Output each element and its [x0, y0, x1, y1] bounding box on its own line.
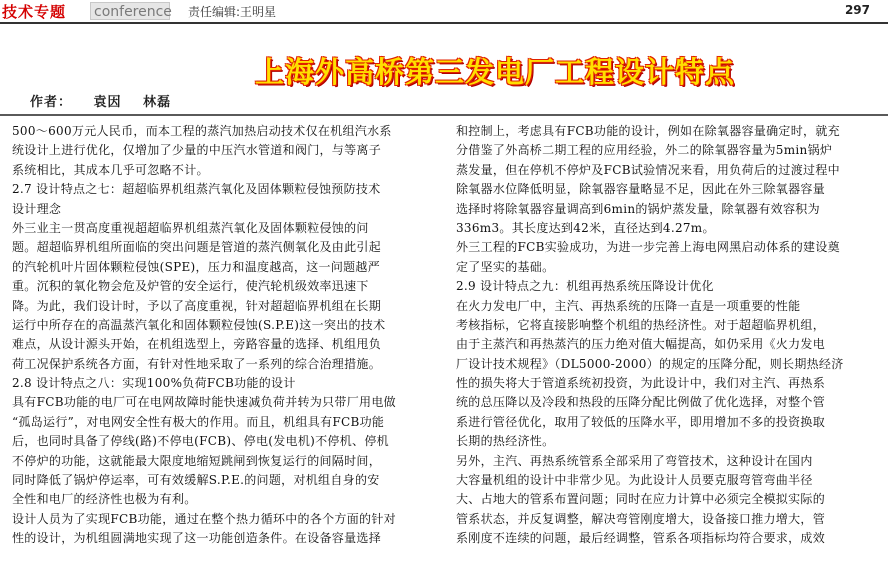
header-rule: [0, 22, 888, 24]
text-line: 设计理念: [12, 201, 62, 216]
text-line: 系统相比，其成本几乎可忽略不计。: [12, 162, 209, 177]
text-line: 选择时将除氧器容量调高到6min的锅炉蒸发量，除氧器有效容积为: [456, 201, 820, 216]
right-column: [456, 122, 886, 549]
text-line: 2.9 设计特点之九：机组再热系统压降设计优化: [456, 279, 714, 294]
text-line: 大容量机组的设计中非常少见。为此设计人员要克服弯管弯曲半径: [456, 473, 813, 488]
text-line: 题。超超临界机组所面临的突出问题是管道的蒸汽侧氧化及由此引起: [12, 240, 382, 255]
text-line: 荷工况保护系统各方面，有针对性地采取了一系列的综合治理措施。: [12, 356, 382, 371]
author-label: 作者：: [30, 95, 73, 110]
text-line: 分借鉴了外高桥二期工程的应用经验，外二的除氧器容量为5min锅炉: [456, 143, 833, 158]
author-name: 袁因: [93, 95, 122, 110]
page-header: [0, 0, 888, 24]
author-name: 林磊: [143, 95, 172, 110]
text-line: 运行中所存在的高温蒸汽氧化和固体颗粒侵蚀(S.P.E)这一突出的技术: [12, 317, 386, 332]
text-line: 重。沉积的氧化物会危及炉管的安全运行，使汽轮机级效率迅速下: [12, 279, 369, 294]
text-line: “孤岛运行”，对电网安全性有极大的作用。而且，机组具有FCB功能: [12, 414, 385, 429]
authors-line: [30, 91, 187, 110]
text-line: 系进行管径优化，取用了较低的压降水平，即用增加不多的投资换取: [456, 414, 826, 429]
text-line: 统的总压降以及冷段和热段的压降分配比例做了优化选择，对整个管: [456, 395, 826, 410]
text-line: 长期的热经济性。: [456, 434, 555, 449]
text-line: 后，也同时具备了停线(路)不停电(FCB)、停电(发电机)不停机、停机: [12, 434, 389, 449]
text-line: 同时降低了锅炉停运率，可有效缓解S.P.E.的问题，对机组自身的安: [12, 473, 380, 488]
conference-tag: conference: [90, 2, 170, 20]
text-line: 蒸发量，但在停机不停炉及FCB试验情况来看，用负荷后的过渡过程中: [456, 162, 840, 177]
text-line: 难点，从设计源头开始，在机组选型上，旁路容量的选择、机组甩负: [12, 337, 382, 352]
title-separator: [0, 114, 888, 116]
text-line: 系刚度不连续的问题，最后经调整，管系各项指标均符合要求，成效: [456, 531, 826, 546]
text-line: 定了坚实的基础。: [456, 259, 555, 274]
text-line: 管系状态，并反复调整，解决弯管刚度增大，设备接口推力增大，管: [456, 511, 826, 526]
left-column: [12, 122, 442, 549]
text-line: 大、占地大的管系布置问题；同时在应力计算中必须完全模拟实际的: [456, 492, 826, 507]
text-line: 考核指标，它将直接影响整个机组的热经济性。对于超超临界机组，: [456, 317, 826, 332]
text-line: 的汽轮机叶片固体颗粒侵蚀(SPE)，压力和温度越高，这一问题越严: [12, 259, 381, 274]
page-number: 297: [844, 3, 870, 17]
text-line: 具有FCB功能的电厂可在电网故障时能快速减负荷并转为只带厂用电做: [12, 395, 396, 410]
text-line: 厂设计技术规程》（DL5000-2000）的规定的压降分配，则长期热经济: [456, 356, 844, 371]
text-line: 2.7 设计特点之七：超超临界机组蒸汽氧化及固体颗粒侵蚀预防技术: [12, 182, 381, 197]
text-line: 不停炉的功能，这就能最大限度地缩短跳闸到恢复运行的间隔时间，: [12, 453, 382, 468]
text-line: 另外，主汽、再热系统管系全部采用了弯管技术，这种设计在国内: [456, 453, 813, 468]
text-line: 由于主蒸汽和再热蒸汽的压力绝对值大幅提高，如仍采用《火力发电: [456, 337, 826, 352]
text-line: 统设计上进行优化，仅增加了少量的中压汽水管道和阀门，与等离子: [12, 143, 382, 158]
text-line: 性的设计，为机组圆满地实现了这一功能创造条件。在设备容量选择: [12, 531, 382, 546]
text-line: 336m3。其长度达到42米，直径达到4.27m。: [456, 220, 715, 235]
text-line: 外三业主一贯高度重视超超临界机组蒸汽氧化及固体颗粒侵蚀的问: [12, 220, 369, 235]
text-line: 全性和电厂的经济性也极为有利。: [12, 492, 197, 507]
text-line: 500～600万元人民币，而本工程的蒸汽加热启动技术仅在机组汽水系: [12, 124, 392, 138]
text-line: 除氧器水位降低明显，除氧器容量略显不足，因此在外三除氧器容量: [456, 182, 826, 197]
text-line: 设计人员为了实现FCB功能，通过在整个热力循环中的各个方面的针对: [12, 511, 396, 526]
section-label: 技术专题: [2, 3, 67, 21]
text-line: 性的损失将大于管道系统初投资，为此设计中，我们对主汽、再热系: [456, 376, 826, 391]
text-line: 在火力发电厂中，主汽、再热系统的压降一直是一项重要的性能: [456, 298, 801, 313]
editor-credit: 责任编辑:王明星: [188, 5, 277, 19]
text-line: 外三工程的FCB实验成功，为进一步完善上海电网黑启动体系的建设奠: [456, 240, 840, 255]
article-title: 上海外高桥第三发电厂工程设计特点: [255, 55, 736, 89]
text-line: 2.8 设计特点之八：实现100%负荷FCB功能的设计: [12, 376, 296, 391]
text-line: 降。为此，我们设计时，予以了高度重视，针对超超临界机组在长期: [12, 298, 382, 313]
text-line: 和控制上，考虑具有FCB功能的设计，例如在除氧器容量确定时，就充: [456, 124, 840, 138]
